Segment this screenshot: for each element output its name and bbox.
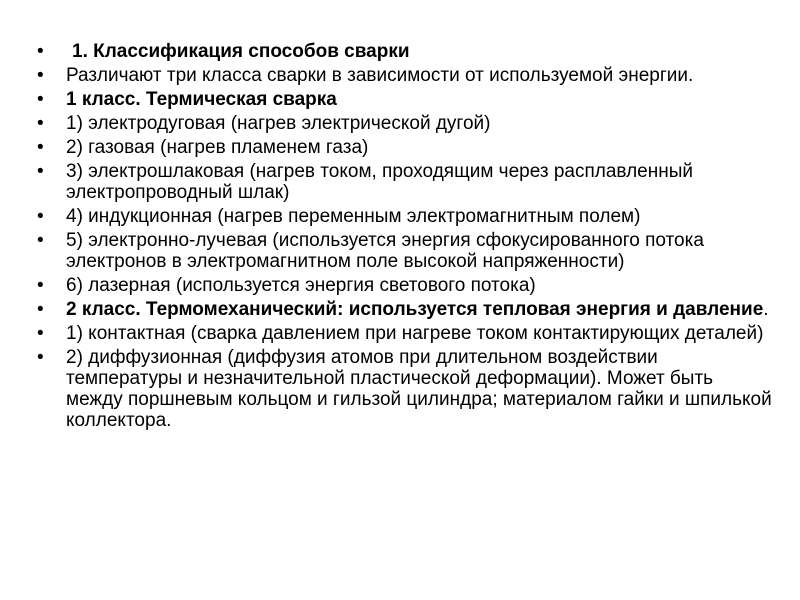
bullet-dot: • [37,41,44,62]
list-item [37,161,772,203]
list-item [37,137,772,158]
list-item [37,206,772,227]
bullet-dot: • [37,323,44,344]
intro-text: Различают три класса сварки в зависимости от используемой энергии. [66,65,694,86]
list-item-text: 4) индукционная (нагрев переменным электромагнитным полем) [66,206,641,227]
list-item-text: 2) газовая (нагрев пламенем газа) [66,137,369,158]
list-item [37,113,772,134]
list-item-text: 1) электродуговая (нагрев электрической дугой) [66,113,491,134]
class-1-heading: 1 класс. Термическая сварка [66,89,337,110]
bullet-dot: • [37,206,44,227]
bullet-dot: • [37,161,44,182]
list-item [37,323,772,344]
bullet-list [37,41,772,434]
list-item-text: 3) электрошлаковая (нагрев током, проходящим через расплавленный электропроводный шлак) [66,161,693,203]
class-2-heading: 2 класс. Термомеханический: используется тепловая энергия и давление [66,299,764,320]
list-item [37,65,772,86]
section-title: 1. Классификация способов сварки [72,41,410,62]
list-item [37,299,772,320]
list-item-text: 2) диффузионная (диффузия атомов при длительном воздействии температуры и незначительной пластической деформации). Может быть между поршневым кольцом и гильзой цилиндра; материалом гайки и шпилькой коллектора. [66,347,772,431]
bullet-dot: • [37,299,44,320]
list-item [37,275,772,296]
bullet-dot: • [37,89,44,110]
list-item-text: 5) электронно-лучевая (используется энергия сфокусированного потока электронов в электромагнитном поле высокой напряженности) [66,230,704,272]
list-item [37,347,772,431]
bullet-dot: • [37,113,44,134]
bullet-dot: • [37,230,44,251]
bullet-dot: • [37,275,44,296]
class-2-heading-suffix: . [763,299,769,320]
list-item-text: 1) контактная (сварка давлением при нагреве током контактирующих деталей) [66,323,764,344]
list-item [37,41,772,62]
list-item [37,230,772,272]
list-item [37,89,772,110]
bullet-dot: • [37,347,44,368]
bullet-dot: • [37,137,44,158]
bullet-dot: • [37,65,44,86]
list-item-text: 6) лазерная (используется энергия светового потока) [66,275,536,296]
